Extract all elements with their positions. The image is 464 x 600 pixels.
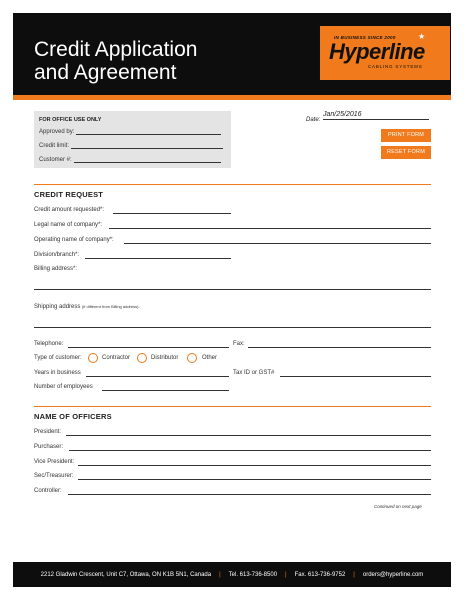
footer-address: 2212 Gladwin Crescent, Unit C7, Ottawa, ON K1B 5N1, Canada: [40, 571, 212, 578]
telephone-label: Telephone:: [34, 341, 64, 347]
section-divider: [34, 184, 431, 185]
shipping-address-text: Shipping address: [34, 304, 81, 310]
header-bar: [13, 13, 451, 95]
division-field[interactable]: [85, 258, 231, 259]
controller-label: Controller:: [34, 488, 62, 494]
title-line-1: Credit Application: [34, 38, 198, 61]
footer-separator: |: [219, 571, 221, 578]
billing-address-field[interactable]: [34, 289, 431, 290]
credit-amount-field[interactable]: [113, 213, 231, 214]
legal-name-field[interactable]: [109, 228, 431, 229]
approved-by-row: [39, 129, 221, 135]
shipping-address-note: (if different from Billing address):: [82, 304, 140, 309]
page-title: [34, 38, 197, 84]
logo-name: Hyperline: [329, 39, 425, 64]
contractor-label: Contractor: [102, 355, 131, 361]
shipping-address-label: [34, 304, 140, 310]
credit-limit-label: Credit limit:: [39, 143, 70, 149]
print-form-button[interactable]: PRINT FORM: [381, 129, 431, 142]
tax-id-label: Tax ID or GST#: [233, 370, 275, 376]
footer-separator: |: [285, 571, 287, 578]
logo-tagline: IN BUSINESS SINCE 2000: [334, 35, 396, 40]
controller-field[interactable]: [68, 494, 431, 495]
footer-separator: |: [353, 571, 355, 578]
customer-type-label: Type of customer:: [34, 355, 82, 361]
header-accent-bar: [13, 95, 451, 100]
star-icon: ★: [418, 32, 426, 41]
footer-email-link[interactable]: orders@hyperline.com: [362, 571, 424, 578]
vice-president-field[interactable]: [78, 465, 431, 466]
operating-name-label: Operating name of company*:: [34, 237, 114, 243]
billing-address-label: Billing address*:: [34, 266, 78, 272]
logo-subtitle: CABLING SYSTEMS: [368, 64, 423, 69]
customer-number-row: [39, 157, 221, 163]
purchaser-field[interactable]: [69, 450, 431, 451]
tax-id-field[interactable]: [280, 376, 431, 377]
footer-fax: Fax. 613-736-9752: [294, 571, 346, 578]
date-field[interactable]: Jan/25/2016: [323, 111, 429, 120]
continued-note: Continued on next page: [374, 504, 422, 509]
approved-by-field[interactable]: [76, 129, 221, 135]
telephone-field[interactable]: [68, 347, 229, 348]
sec-treasurer-field[interactable]: [78, 479, 431, 480]
reset-form-button[interactable]: RESET FORM: [381, 146, 431, 159]
hyperline-logo: [320, 26, 450, 80]
shipping-address-field[interactable]: [34, 327, 431, 328]
customer-number-label: Customer #:: [39, 157, 72, 163]
other-label: Other: [202, 355, 218, 361]
credit-limit-row: [39, 143, 223, 149]
vice-president-label: Vice President:: [34, 459, 75, 465]
years-in-business-field[interactable]: [86, 376, 229, 377]
distributor-label: Distributor: [151, 355, 179, 361]
operating-name-field[interactable]: [124, 243, 431, 244]
contractor-radio[interactable]: [88, 353, 98, 363]
footer-bar: [13, 562, 451, 587]
officers-title: NAME OF OFFICERS: [34, 412, 112, 421]
office-use-box: [34, 111, 231, 168]
distributor-radio[interactable]: [137, 353, 147, 363]
footer-telephone: Tel. 613-736-8500: [228, 571, 278, 578]
president-field[interactable]: [66, 435, 431, 436]
credit-amount-label: Credit amount requested*:: [34, 207, 105, 213]
credit-limit-field[interactable]: [71, 143, 223, 149]
employees-label: Number of employees: [34, 384, 93, 390]
employees-field[interactable]: [102, 390, 229, 391]
office-heading: FOR OFFICE USE ONLY: [39, 117, 102, 123]
title-line-2: and Agreement: [34, 61, 177, 84]
date-label: Date:: [306, 117, 321, 123]
fax-field[interactable]: [248, 347, 431, 348]
years-in-business-label: Years in business: [34, 370, 81, 376]
customer-number-field[interactable]: [74, 157, 221, 163]
section-divider: [34, 406, 431, 407]
legal-name-label: Legal name of company*:: [34, 222, 103, 228]
other-radio[interactable]: [187, 353, 197, 363]
approved-by-label: Approved by:: [39, 129, 75, 135]
purchaser-label: Purchaser:: [34, 444, 64, 450]
fax-label: Fax:: [233, 341, 245, 347]
president-label: President:: [34, 429, 62, 435]
sec-treasurer-label: Sec/Treasurer:: [34, 473, 74, 479]
division-label: Division/branch*:: [34, 252, 80, 258]
credit-request-title: CREDIT REQUEST: [34, 190, 104, 199]
